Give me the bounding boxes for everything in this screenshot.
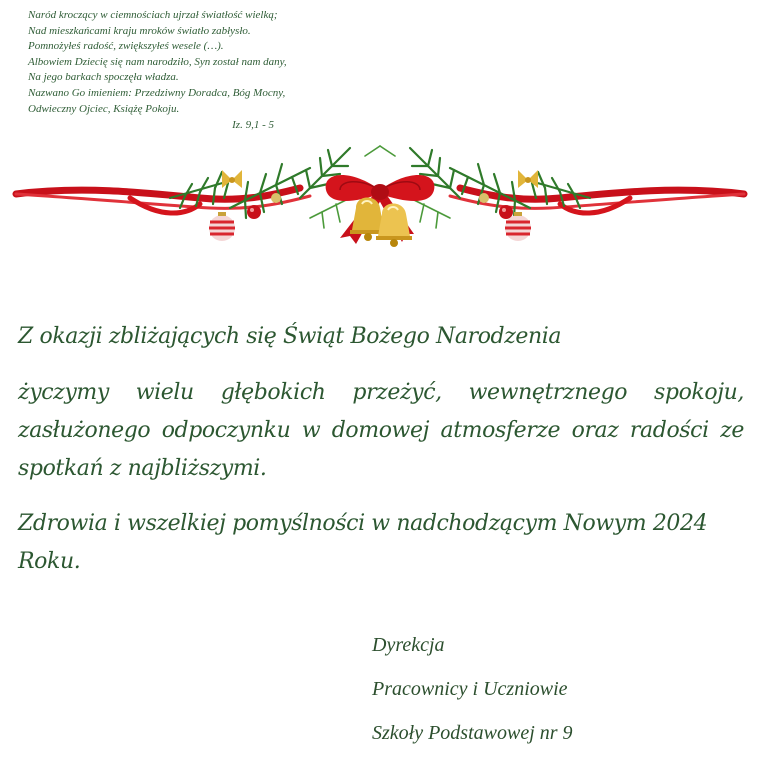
signature-line: Szkoły Podstawowej nr 9 (372, 722, 573, 744)
greeting-occasion: Z okazji zbliżających się Świąt Bożego Narodzenia (18, 324, 562, 349)
greeting-new-year: Zdrowia i wszelkiej pomyślności w nadchodzącym Nowym 2024 Roku. (18, 511, 708, 574)
signature (372, 628, 573, 760)
quote-line: Nad mieszkańcami kraju mroków światło zabłysło. (28, 24, 251, 37)
signature-line: Dyrekcja (372, 634, 445, 656)
quote-line: Nazwano Go imieniem: Przedziwny Doradca, Bóg Mocny, (28, 86, 286, 99)
quote-line: Naród kroczący w ciemnościach ujrzał światłość wielką; (28, 9, 278, 21)
greeting-wishes: życzymy wielu głębokich przeżyć, wewnętrznego spokoju, zasłużonego odpoczynku w domowej atmosferze oraz radości ze spotkań z najbliższymi. (18, 380, 744, 481)
christmas-garland-icon (10, 138, 750, 258)
quote-line: Na jego barkach spoczęła władza. (28, 71, 179, 84)
scripture-quote (28, 8, 358, 134)
quote-line: Odwieczny Ojciec, Książę Pokoju. (28, 102, 180, 115)
quote-line: Albowiem Dziecię się nam narodziło, Syn został nam dany, (28, 55, 287, 68)
signature-line: Pracownicy i Uczniowie (372, 678, 568, 700)
quote-reference: Iz. 9,1 - 5 (232, 119, 274, 132)
quote-line: Pomnożyłeś radość, zwiększyłeś wesele (…). (28, 40, 224, 53)
